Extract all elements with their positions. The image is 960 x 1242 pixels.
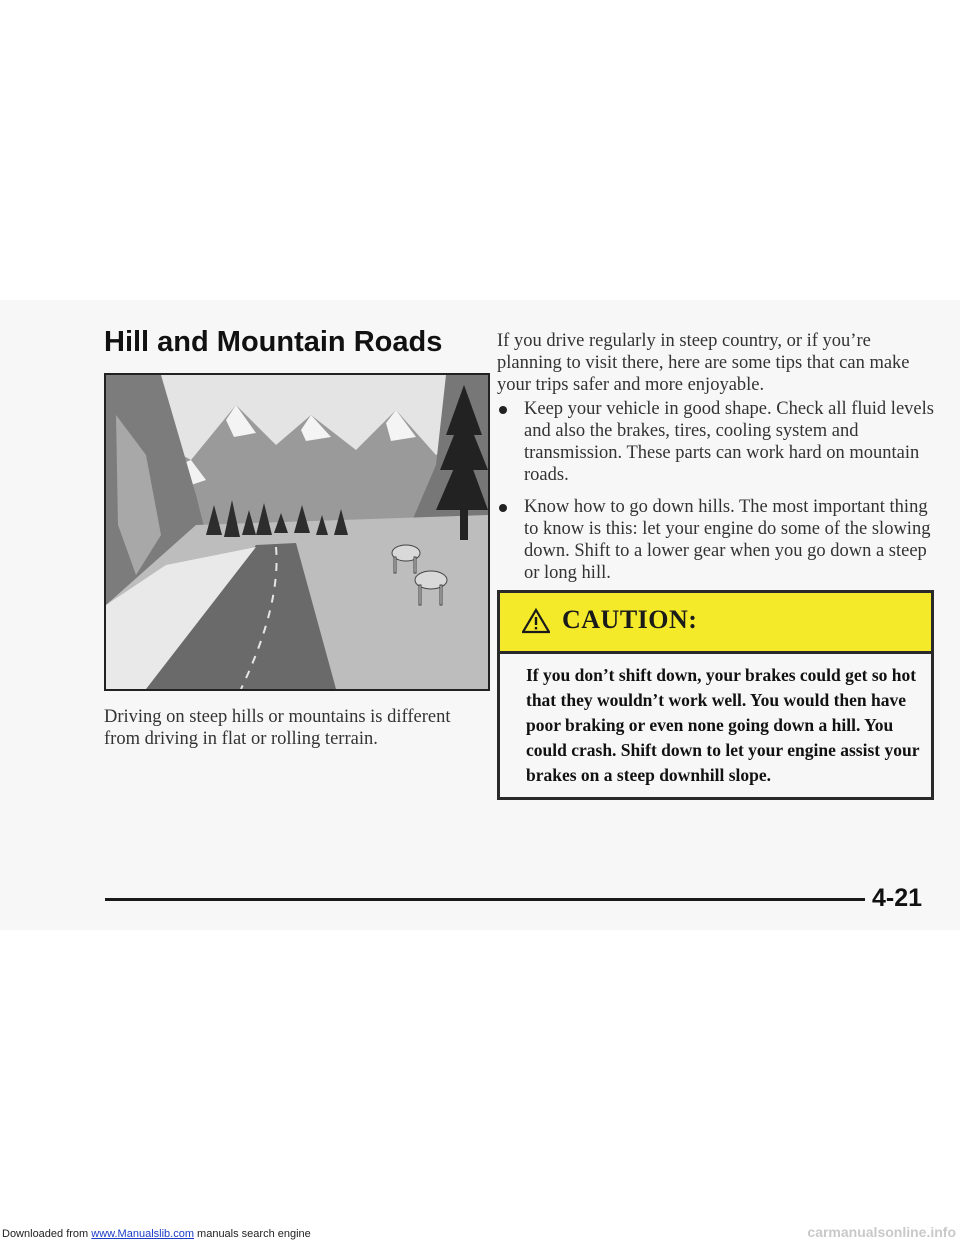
manualslib-link[interactable]: www.Manualslib.com xyxy=(91,1228,194,1240)
bullet-icon xyxy=(499,504,507,512)
watermark: carmanualsonline.info xyxy=(807,1224,956,1240)
footer-rule xyxy=(105,898,865,901)
page-number: 4-21 xyxy=(872,884,923,912)
list-item-text: Know how to go down hills. The most important thing to know is this: let your engine do some of the slowing down. Shift to a lower gear when you go down a steep or long hill. xyxy=(524,497,931,583)
intro-paragraph: If you drive regularly in steep country, or if you’re planning to visit there, here are some tips that can make your trips safer and more enjoyable. xyxy=(497,331,910,395)
section-title: Hill and Mountain Roads xyxy=(104,326,443,358)
tips-list xyxy=(497,398,937,594)
caution-header xyxy=(500,593,931,654)
illustration-caption: Driving on steep hills or mountains is different from driving in flat or rolling terrain. xyxy=(104,707,451,749)
caution-text: If you don’t shift down, your brakes could get so hot that they wouldn’t work well. You would then have poor braking or even none going down a hill. You could crash. Shift down to let your engine assist your brakes on a steep downhill slope. xyxy=(526,665,920,785)
list-item-text: Keep your vehicle in good shape. Check all fluid levels and also the brakes, tires, cooling system and transmission. These parts can work hard on mountain roads. xyxy=(524,399,934,485)
caution-box xyxy=(497,590,934,800)
list-item xyxy=(497,496,937,584)
download-credit xyxy=(2,1228,311,1240)
download-credit-prefix: Downloaded from xyxy=(2,1228,92,1240)
illustration-graphic xyxy=(106,375,488,689)
bullet-icon xyxy=(499,406,507,414)
caution-label: CAUTION: xyxy=(562,605,698,634)
list-item xyxy=(497,398,937,486)
mountain-road-illustration xyxy=(104,373,490,691)
download-credit-suffix: manuals search engine xyxy=(193,1228,311,1240)
warning-triangle-icon xyxy=(522,608,550,634)
